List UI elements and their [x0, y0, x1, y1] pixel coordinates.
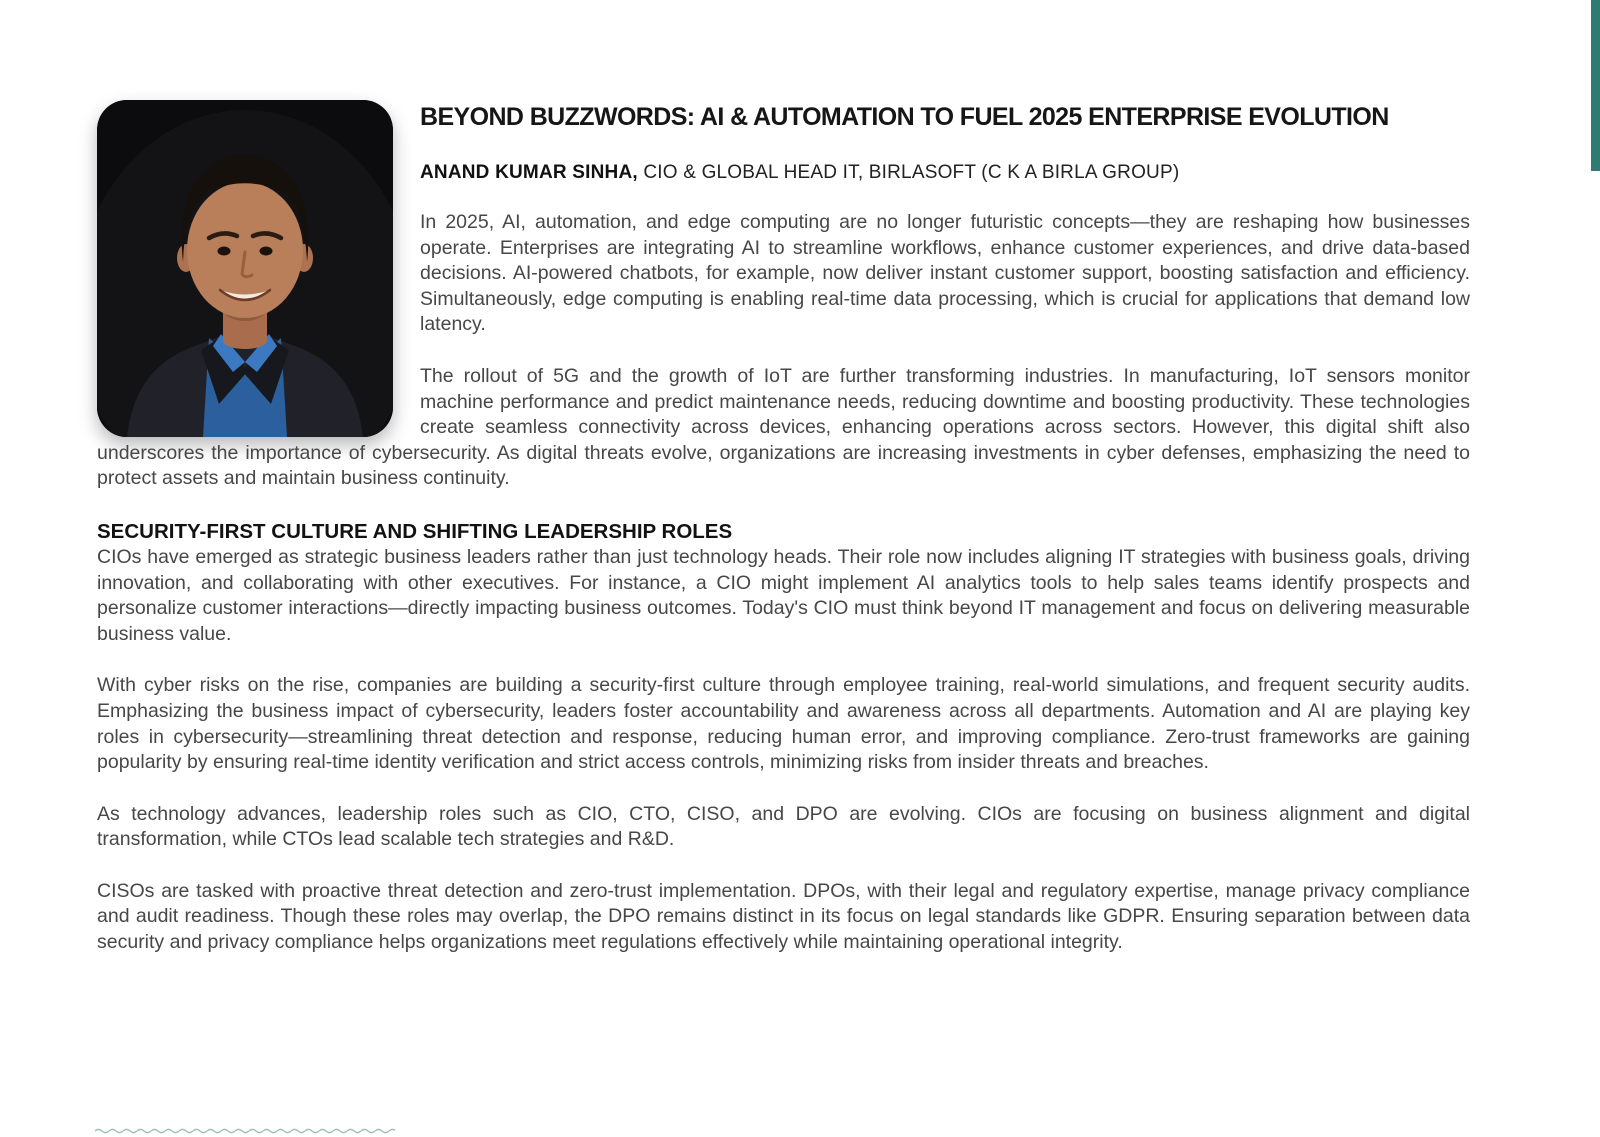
- byline-author-name: ANAND KUMAR SINHA,: [420, 162, 638, 183]
- intro-paragraph-1: In 2025, AI, automation, and edge computing are no longer futuristic concepts—they are reshaping how businesses operate. Enterprises are integrating AI to streamline workflows, enhance customer experiences, and drive data-based decisions. AI-powered chatbots, for example, now deliver instant customer support, boosting satisfaction and efficiency. Simultaneously, edge computing is enabling real-time data processing, which is crucial for applications that demand low latency.: [420, 211, 1470, 336]
- article-headline: BEYOND BUZZWORDS: AI & AUTOMATION TO FUEL 2025 ENTERPRISE EVOLUTION: [420, 103, 1389, 131]
- section-paragraph-1: CIOs have emerged as strategic business leaders rather than just technology heads. Their role now includes aligning IT strategies with business goals, driving innovation, and collaborating with other executives. For instance, a CIO might implement AI analytics tools to help sales teams identify prospects and personalize customer interactions—directly impacting business outcomes. Today's CIO must think beyond IT management and focus on delivering measurable business value.: [97, 545, 1470, 645]
- decorative-wave-divider: [95, 1127, 395, 1135]
- portrait-illustration: [97, 100, 393, 437]
- section-paragraph-4: CISOs are tasked with proactive threat detection and zero-trust implementation. DPOs, with their legal and regulatory expertise, manage privacy compliance and audit readiness. Though these roles may overlap, the DPO remains distinct in its focus on legal standards like GDPR. Ensuring separation between data security and privacy compliance helps organizations meet regulations effectively while maintaining operational integrity.: [97, 879, 1470, 954]
- article-content: [97, 100, 1470, 956]
- author-photo: [97, 100, 393, 437]
- section-paragraph-2: With cyber risks on the rise, companies are building a security-first culture through employee training, real-world simulations, and frequent security audits. Emphasizing the business impact of cybersecurity, leaders foster accountability and awareness across all departments. Automation and AI are playing key roles in cybersecurity—streamlining threat detection and response, reducing human error, and improving compliance. Zero-trust frameworks are gaining popularity by ensuring real-time identity verification and strict access controls, minimizing risks from insider threats and breaches.: [97, 674, 1470, 774]
- section-paragraph-3: As technology advances, leadership roles such as CIO, CTO, CISO, and DPO are evolving. CIOs are focusing on business alignment and digital transformation, while CTOs lead scalable tech strategies and R&D.: [97, 802, 1470, 851]
- intro-paragraph-2: The rollout of 5G and the growth of IoT are further transforming industries. In manufacturing, IoT sensors monitor machine performance and predict maintenance needs, reducing downtime and boosting productivity. These technologies create seamless connectivity across devices, enhancing operations across sectors. However, this digital shift also underscores the importance of cybersecurity. As digital threats evolve, organizations are increasing investments in cyber defenses, emphasizing the need to protect assets and maintain business continuity.: [97, 364, 1470, 490]
- page-edge-accent-bar: [1591, 0, 1600, 171]
- byline-author-role: CIO & GLOBAL HEAD IT, BIRLASOFT (C K A BIRLA GROUP): [637, 162, 1180, 183]
- section-heading: SECURITY-FIRST CULTURE AND SHIFTING LEADERSHIP ROLES: [97, 519, 733, 543]
